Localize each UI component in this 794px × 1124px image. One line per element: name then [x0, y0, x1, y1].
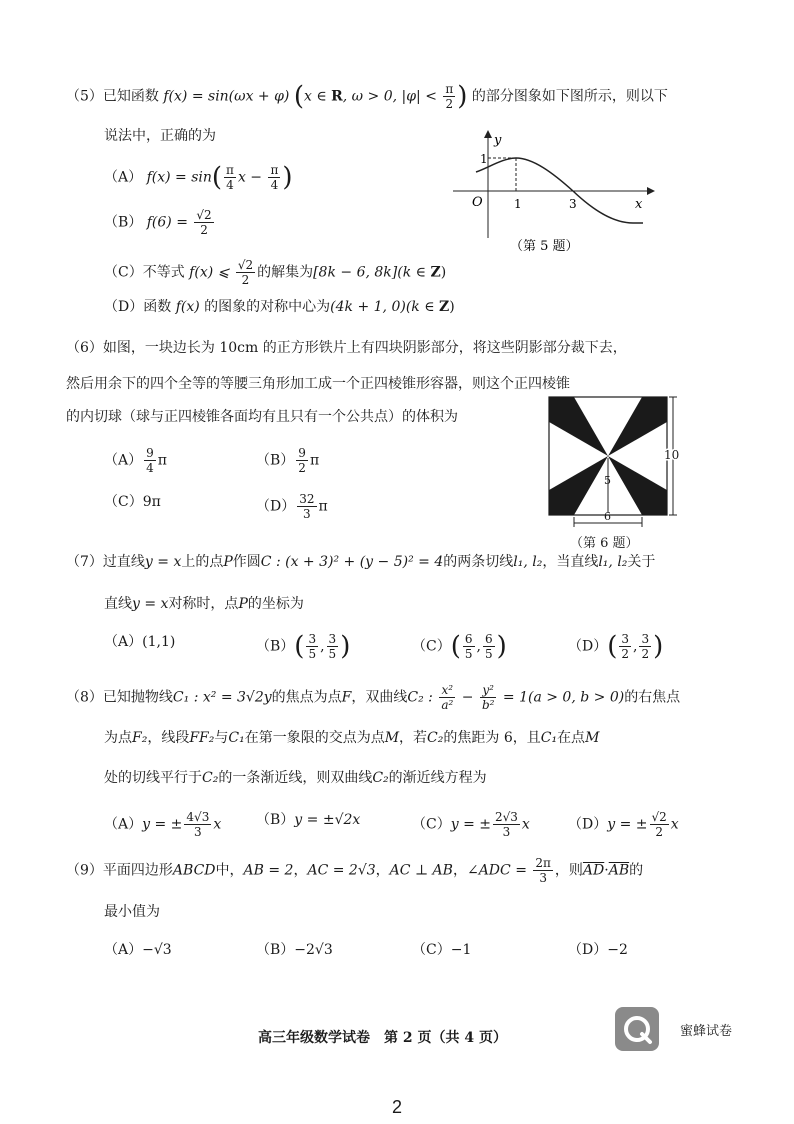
q9-line1: （9）平面四边形ABCD中，AB = 2，AC = 2√3，AC ⊥ AB，∠ADC = $\frac{2\pi}{3}$ ，则$\overline{AD}\cdot\overline{AB}$的: [66, 856, 644, 885]
q5-line2: 说法中，正确的为: [104, 128, 216, 144]
x-tick-3: 3: [569, 197, 577, 211]
q5-sine-graph: [448, 128, 666, 254]
q9-line2: 最小值为: [104, 904, 160, 920]
figure-caption: （第 5 题）: [510, 239, 579, 254]
q6-number: （6）: [66, 340, 103, 356]
q8-option-a[interactable]: （A）y = ± $\frac{4√3}{3}$ x: [104, 810, 222, 839]
q6-line1: （6）如图，一块边长为 10cm 的正方形铁片上有四块阴影部分，将这些阴影部分裁下去，: [66, 340, 627, 356]
q6-line3: 的内切球（球与正四棱锥各面均有且只有一个公共点）的体积为: [66, 409, 458, 425]
q6-square-figure: [540, 392, 690, 552]
q6-option-d[interactable]: （D） $\frac{32}{3}$ π: [256, 492, 328, 521]
q6-option-b[interactable]: （B） $\frac{9}{2}$ π: [256, 446, 320, 475]
q8-line1: （8）已知抛物线C₁ : x² = 3√2y的焦点为点F，双曲线C₂ : $\frac{\text{x²}}{\text{a²}}$ − $\frac{\text{y²}}{\text{b²}}$ = 1(a > 0, b > 0)的右焦点: [66, 683, 681, 712]
label-base-6: 6: [604, 510, 611, 523]
q7-line2: 直线y = x对称时，点P的坐标为: [104, 596, 304, 612]
origin-label: O: [472, 195, 483, 210]
page-number: 2: [391, 1097, 402, 1117]
label-side-10: 10: [664, 448, 680, 462]
q5-number: （5）: [66, 88, 103, 105]
q9-option-c[interactable]: （C）−1: [412, 942, 472, 958]
q9-option-d[interactable]: （D）−2: [568, 942, 628, 958]
q8-option-c[interactable]: （C）y = ± $\frac{2√3}{3}$ x: [412, 810, 530, 839]
y-axis-label: y: [494, 133, 502, 148]
q6-option-a[interactable]: （A） $\frac{9}{4}$ π: [104, 446, 167, 475]
q8-option-d[interactable]: （D）y = ± $\frac{√2}{2}$ x: [568, 810, 679, 839]
q6-option-c[interactable]: （C）9π: [104, 494, 161, 510]
q7-line1: （7）过直线y = x上的点P作圆C : (x + 3)² + (y − 5)² = 4的两条切线l₁, l₂，当直线l₁, l₂关于: [66, 554, 656, 570]
q8-line2: 为点F₂，线段FF₂与C₁在第一象限的交点为点M，若C₂的焦距为 6，且C₁在点M: [104, 730, 600, 746]
q9-option-a[interactable]: （A）−√3: [104, 942, 172, 958]
q6-line2: 然后用余下的四个全等的等腰三角形加工成一个正四棱锥形容器，则这个正四棱锥: [66, 376, 570, 392]
logo-text: 蜜蜂试卷: [680, 1024, 733, 1039]
q7-option-d[interactable]: （D）( $\frac{3}{2}$ , $\frac{3}{2}$ ): [568, 631, 664, 662]
page-footer: 高三年级数学试卷 第 2 页（共 4 页）: [258, 1030, 507, 1046]
q5-option-a[interactable]: （A） f(x) = sin( $\frac{\pi}{4}$ x − $\frac{\pi}{4}$ ): [104, 162, 293, 193]
q9-number: （9）: [66, 862, 103, 879]
q7-option-a[interactable]: （A）(1,1): [104, 634, 176, 650]
q5-option-b[interactable]: （B） f(6) = $\frac{√2}{2}$: [104, 208, 212, 237]
q7-number: （7）: [66, 554, 103, 570]
q7-option-c[interactable]: （C）( $\frac{6}{5}$ , $\frac{6}{5}$ ): [412, 631, 507, 662]
q5-function: f(x) = sin(ωx + φ): [163, 88, 290, 105]
q7-option-b[interactable]: （B）( $\frac{3}{5}$ , $\frac{3}{5}$ ): [256, 631, 351, 662]
q5-option-d[interactable]: （D）函数 f(x) 的图象的对称中心为(4k + 1, 0)(k ∈ Z): [104, 299, 455, 315]
figure-caption: （第 6 题）: [570, 536, 639, 551]
q8-option-b[interactable]: （B）y = ±√2x: [256, 812, 361, 828]
label-height-5: 5: [604, 474, 611, 487]
x-tick-1: 1: [514, 197, 522, 211]
bee-logo-icon: [614, 1006, 660, 1052]
q5-option-c[interactable]: （C）不等式 f(x) ⩽ $\frac{√2}{2}$ 的解集为[8k − 6, 8k](k ∈ Z): [104, 258, 447, 287]
y-tick-1: 1: [480, 152, 488, 166]
q9-option-b[interactable]: （B）−2√3: [256, 942, 333, 958]
q8-number: （8）: [66, 689, 103, 706]
x-axis-label: x: [635, 197, 643, 212]
q5-line1: （5）已知函数 f(x) = sin(ωx + φ) (x ∈ R, ω > 0, |φ| < $\frac{\pi}{2}$ ) 的部分图象如下图所示，则以下: [66, 81, 668, 112]
q8-line3: 处的切线平行于C₂的一条渐近线，则双曲线C₂的渐近线方程为: [104, 770, 487, 786]
